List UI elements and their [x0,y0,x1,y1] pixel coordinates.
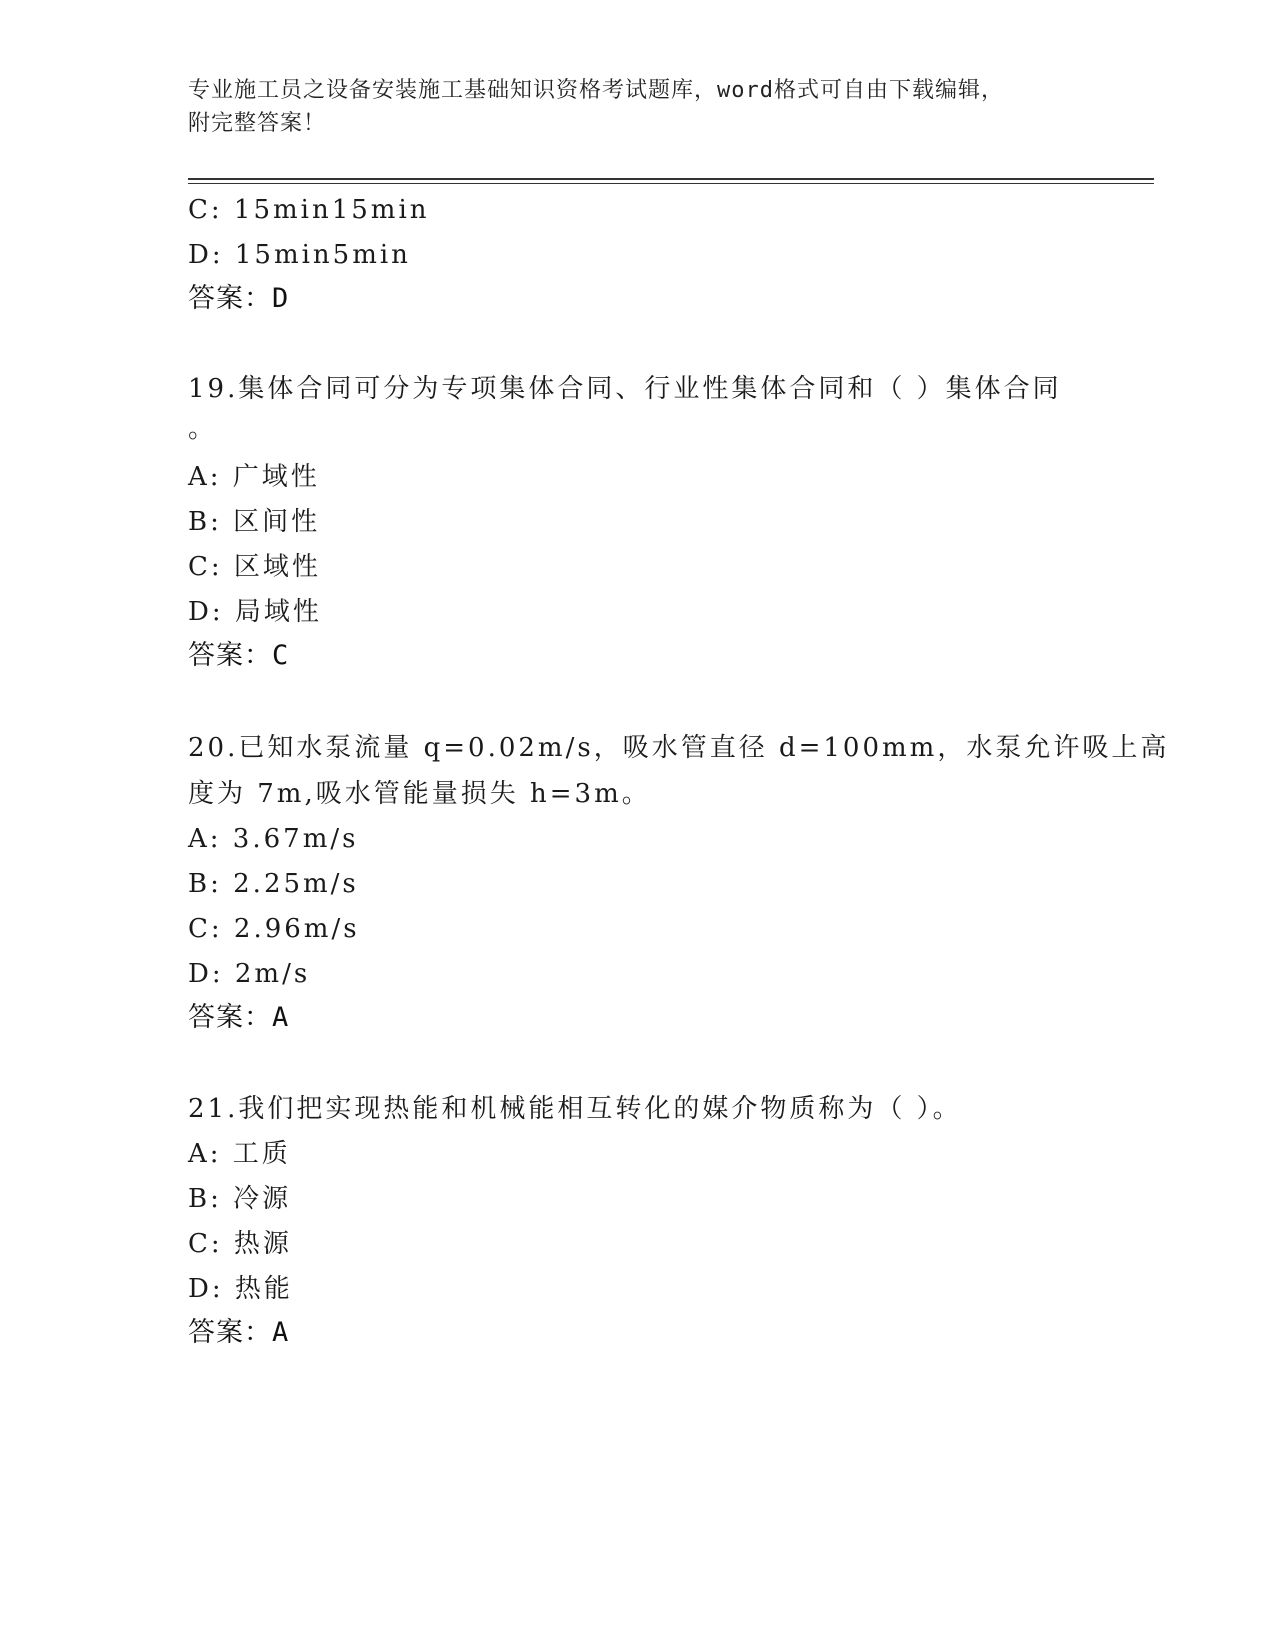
q20-option-a: A: 3.67m/s [188,824,359,854]
header-line-2: 附完整答案！ [188,111,327,136]
q18-option-c: C: 15min15min [188,195,430,225]
q19-option-b: B: 区间性 [188,507,321,537]
q18-answer: 答案：D [188,283,290,314]
q19-option-c: C: 区域性 [188,552,321,582]
q20-option-c: C: 2.96m/s [188,914,360,944]
q19-stem-line-2: 。 [188,414,218,444]
q20-option-d: D: 2m/s [188,959,311,989]
header-divider-thick [188,178,1154,180]
q18-option-d: D: 15min5min [188,240,411,270]
q21-answer: 答案：A [188,1317,290,1348]
q21-option-d: D: 热能 [188,1274,293,1304]
q21-option-a: A: 工质 [188,1139,291,1169]
q19-answer: 答案：C [188,640,290,671]
q19-stem-line-1: 19.集体合同可分为专项集体合同、行业性集体合同和（ ）集体合同 [188,374,1062,404]
header-line-1: 专业施工员之设备安装施工基础知识资格考试题库，word格式可自由下载编辑， [188,78,1004,103]
q19-option-d: D: 局域性 [188,597,322,627]
q20-option-b: B: 2.25m/s [188,869,359,899]
document-header [188,74,1088,140]
q19-option-a: A: 广域性 [188,462,320,492]
q20-stem-line-1: 20.已知水泵流量 q=0.02m/s，吸水管直径 d=100mm，水泵允许吸上高 [188,733,1170,763]
header-divider-thin [188,183,1154,184]
q21-stem-line-1: 21.我们把实现热能和机械能相互转化的媒介物质称为（ ）。 [188,1094,962,1124]
q21-option-c: C: 热源 [188,1229,292,1259]
q21-option-b: B: 冷源 [188,1184,292,1214]
q20-answer: 答案：A [188,1002,290,1033]
q20-stem-line-2: 度为 7m,吸水管能量损失 h=3m。 [188,779,651,809]
